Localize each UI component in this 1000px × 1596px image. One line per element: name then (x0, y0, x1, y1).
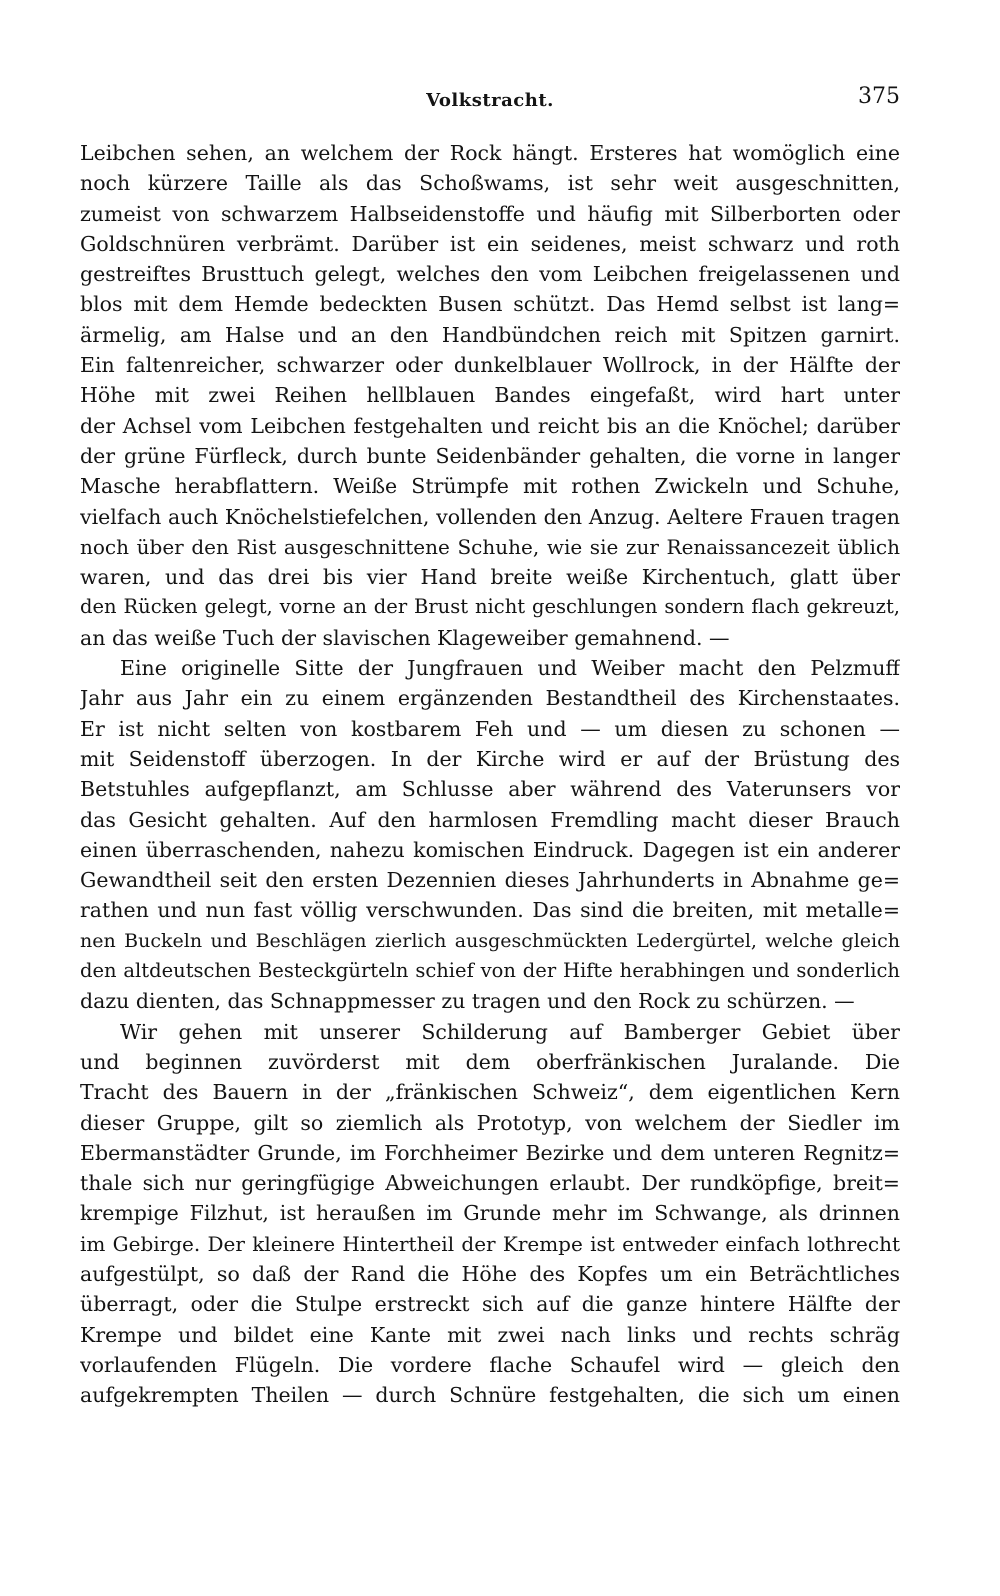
text-line: Tracht des Bauern in der „fränkischen Schweiz“, dem eigentlichen Kern (80, 1080, 900, 1105)
text-line: der Achsel vom Leibchen festgehalten und reicht bis an die Knöchel; darüber (80, 413, 900, 438)
text-line: Gewandtheil seit den ersten Dezennien dieses Jahrhunderts in Abnahme ge= (80, 868, 900, 893)
text-line: Er ist nicht selten von kostbarem Feh und — um diesen zu schonen — (80, 716, 900, 741)
paragraph-start-line: Wir gehen mit unserer Schilderung auf Bamberger Gebiet über (120, 1019, 900, 1044)
text-line: Ebermanstädter Grunde, im Forchheimer Bezirke und dem unteren Regnitz= (80, 1140, 900, 1165)
text-line: aufgestülpt, so daß der Rand die Höhe des Kopfes um ein Beträchtliches (80, 1261, 900, 1286)
paragraph-start-line: Eine originelle Sitte der Jungfrauen und Weiber macht den Pelzmuff (120, 656, 900, 681)
text-line: waren, und das drei bis vier Hand breite weiße Kirchentuch, glatt über (80, 565, 900, 590)
paragraph-end-line: dazu dienten, das Schnappmesser zu tragen und den Rock zu schürzen. — (80, 989, 855, 1014)
text-line: einen überraschenden, nahezu komischen Eindruck. Dagegen ist ein anderer (80, 837, 900, 862)
paragraph-end-line: an das weiße Tuch der slavischen Klageweiber gemahnend. — (80, 625, 730, 650)
text-line: krempige Filzhut, ist heraußen im Grunde mehr im Schwange, als drinnen (80, 1201, 900, 1226)
text-line: thale sich nur geringfügige Abweichungen erlaubt. Der rundköpfige, breit= (80, 1171, 900, 1196)
text-line: noch über den Rist ausgeschnittene Schuhe, wie sie zur Renaissancezeit üblich (80, 534, 900, 559)
text-line: Leibchen sehen, an welchem der Rock hängt. Ersteres hat womöglich eine (80, 141, 900, 165)
text-line: das Gesicht gehalten. Auf den harmlosen Fremdling macht dieser Brauch (80, 807, 900, 832)
text-line: rathen und nun fast völlig verschwunden. Das sind die breiten, mit metalle= (80, 898, 900, 923)
text-line: den Rücken gelegt, vorne an der Brust nicht geschlungen sondern flach gekreuzt, (80, 595, 900, 619)
text-line: und beginnen zuvörderst mit dem oberfränkischen Juralande. Die (80, 1049, 900, 1074)
text-line: zumeist von schwarzem Halbseidenstoffe und häufig mit Silberborten oder (80, 201, 900, 226)
text-line: blos mit dem Hemde bedeckten Busen schützt. Das Hemd selbst ist lang= (80, 292, 900, 317)
running-head (80, 84, 900, 120)
page-number: 375 (858, 84, 900, 109)
text-line: überragt, oder die Stulpe erstreckt sich auf die ganze hintere Hälfte der (80, 1292, 900, 1317)
text-line: dieser Gruppe, gilt so ziemlich als Prototyp, von welchem der Siedler im (80, 1110, 900, 1135)
text-line: vielfach auch Knöchelstiefelchen, vollenden den Anzug. Aeltere Frauen tragen (80, 504, 900, 529)
text-line: Höhe mit zwei Reihen hellblauen Bandes eingefaßt, wird hart unter (80, 383, 900, 408)
text-line: Ein faltenreicher, schwarzer oder dunkelblauer Wollrock, in der Hälfte der (80, 353, 900, 378)
text-line: nen Buckeln und Beschlägen zierlich ausgeschmückten Ledergürtel, welche gleich (80, 929, 900, 952)
text-line: gestreiftes Brusttuch gelegt, welches den vom Leibchen freigelassenen und (80, 262, 900, 287)
text-line: Masche herabflattern. Weiße Strümpfe mit rothen Zwickeln und Schuhe, (80, 474, 900, 499)
text-line: mit Seidenstoff überzogen. In der Kirche wird er auf der Brüstung des (80, 746, 900, 771)
text-line: den altdeutschen Besteckgürteln schief von der Hifte herabhingen und sonderlich (80, 959, 900, 983)
text-line: aufgekrempten Theilen — durch Schnüre festgehalten, die sich um einen (80, 1383, 900, 1408)
text-line: Jahr aus Jahr ein zu einem ergänzenden Bestandtheil des Kirchenstaates. (80, 686, 900, 711)
text-line: Goldschnüren verbrämt. Darüber ist ein seidenes, meist schwarz und roth (80, 231, 900, 256)
text-line: Krempe und bildet eine Kante mit zwei nach links und rechts schräg (80, 1322, 900, 1347)
text-line: Betstuhles aufgepflanzt, am Schlusse aber während des Vaterunsers vor (80, 777, 900, 802)
text-line: noch kürzere Taille als das Schoßwams, ist sehr weit ausgeschnitten, (80, 171, 900, 196)
body-text (80, 138, 900, 1410)
text-line: ärmelig, am Halse und an den Handbündchen reich mit Spitzen garnirt. (80, 322, 900, 347)
text-line: der grüne Fürfleck, durch bunte Seidenbänder gehalten, die vorne in langer (80, 443, 900, 468)
text-line: im Gebirge. Der kleinere Hintertheil der Krempe ist entweder einfach lothrecht (80, 1231, 900, 1256)
text-line: vorlaufenden Flügeln. Die vordere flache Schaufel wird — gleich den (80, 1352, 900, 1377)
running-title: Volkstracht. (426, 90, 554, 111)
